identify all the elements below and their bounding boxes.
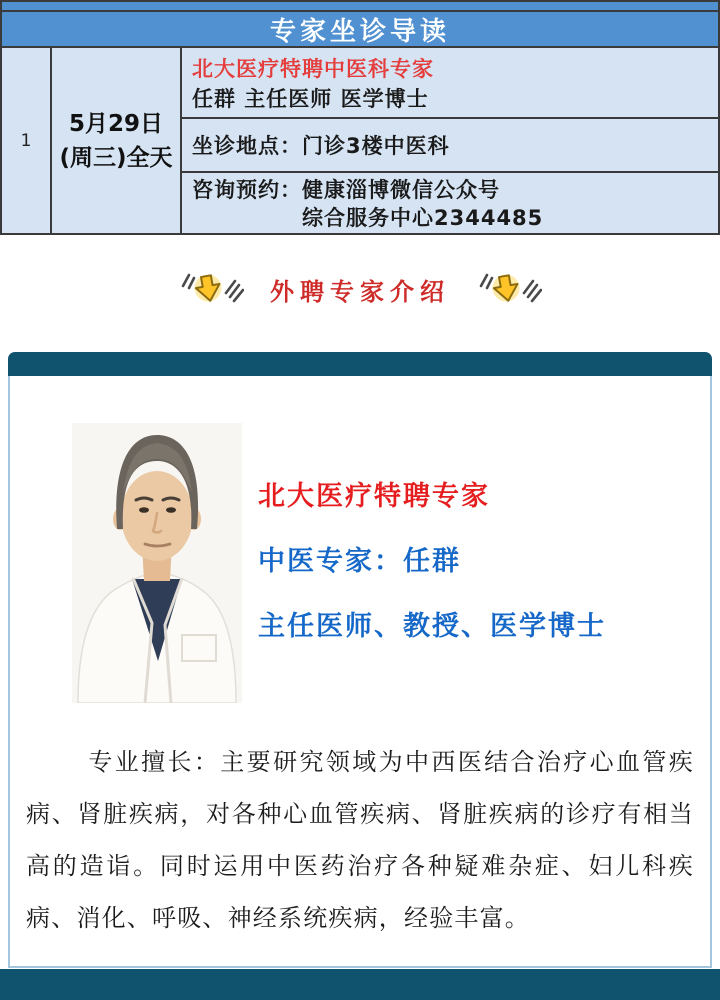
date-cell: [52, 48, 182, 233]
divider-label: 外聘专家介绍: [270, 277, 450, 306]
booking-subrow: [182, 171, 718, 233]
expert-name-text: 任群 主任医师 医学博士: [192, 87, 429, 111]
expert-title-text: 北大医疗特聘中医科专家: [192, 57, 434, 81]
card-credentials: 主任医师、教授、医学博士: [258, 611, 606, 642]
section-divider: [0, 266, 720, 312]
card-text-block: [258, 474, 606, 669]
down-arrow-icon: [178, 270, 244, 308]
consultation-schedule-table: [0, 0, 720, 235]
down-arrow-icon: [476, 270, 542, 308]
bio-paragraph: 专业擅长：主要研究领域为中西医结合治疗心血管疾病、肾脏疾病，对各种心血管疾病、肾脏疾病的诊疗有相当高的造诣。同时运用中医药治疗各种疑难杂症、妇儿科疾病、消化、呼吸、神经系统疾病，经验丰富。: [26, 748, 694, 932]
date-line1: 5月29日: [68, 110, 163, 137]
location-subrow: 坐诊地点：门诊3楼中医科: [182, 117, 718, 171]
card-header-bar: [8, 352, 712, 376]
expert-subrow: [182, 48, 718, 117]
table-row: [2, 48, 718, 233]
booking-line2: 综合服务中心2344485: [302, 206, 544, 230]
row-index-cell: 1: [2, 48, 52, 233]
booking-line1: 咨询预约：健康淄博微信公众号: [192, 178, 500, 202]
card-title: 北大医疗特聘专家: [258, 481, 490, 512]
date-line2: (周三)全天: [59, 144, 173, 171]
detail-cell: [182, 48, 718, 233]
footer-bar: [0, 969, 720, 1000]
doctor-photo: [72, 423, 242, 703]
table-title: 专家坐诊导读: [2, 12, 718, 48]
card-specialty: 中医专家：任群: [258, 546, 461, 577]
